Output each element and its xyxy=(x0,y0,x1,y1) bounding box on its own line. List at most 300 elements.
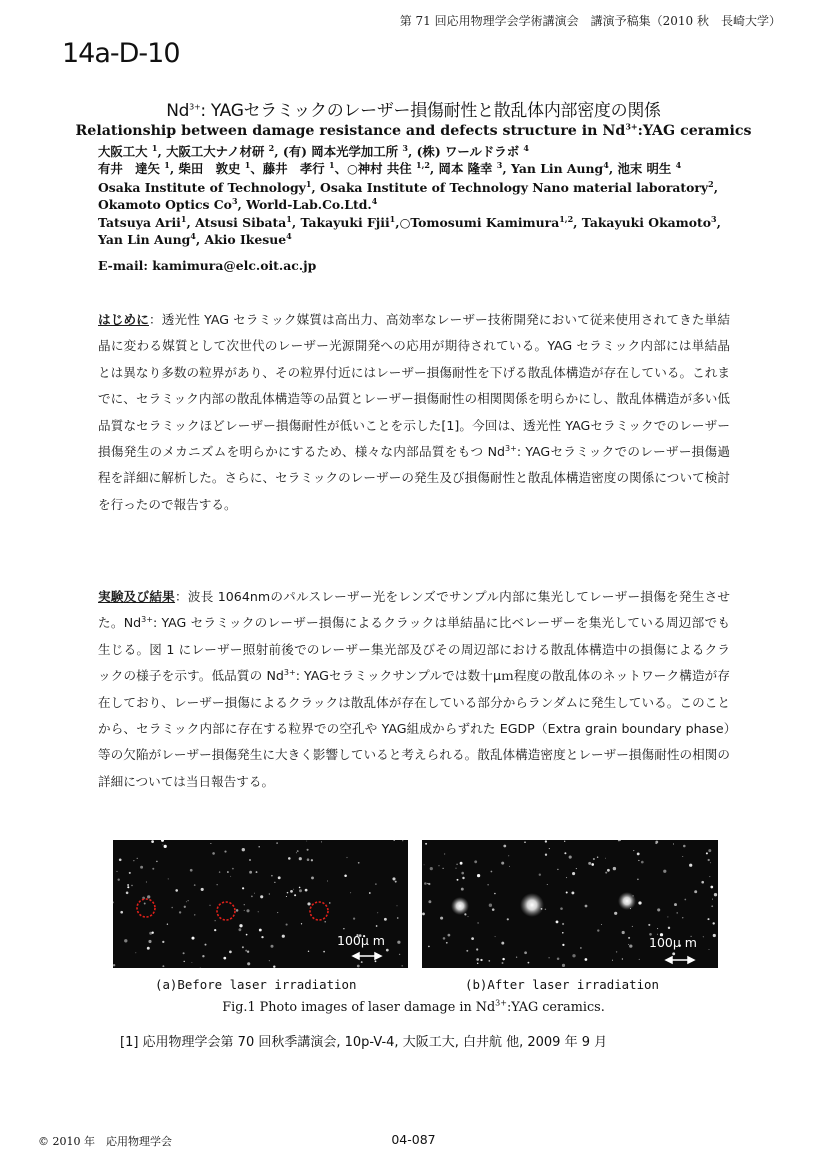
speckle xyxy=(307,858,310,861)
speckle xyxy=(246,909,249,912)
speckle xyxy=(294,894,296,896)
speckle xyxy=(476,948,478,950)
speckle xyxy=(232,868,234,870)
speckle xyxy=(113,964,115,966)
speckle xyxy=(286,924,288,926)
speckle xyxy=(344,874,347,877)
speckle xyxy=(607,869,610,872)
speckle xyxy=(369,892,371,894)
speckle xyxy=(524,842,525,843)
speckle xyxy=(714,893,717,896)
speckle xyxy=(282,935,285,938)
speckle xyxy=(694,890,697,893)
speckle xyxy=(461,888,464,891)
speckle xyxy=(287,892,289,894)
speckle xyxy=(710,886,713,889)
speckle xyxy=(358,862,360,864)
speckle xyxy=(545,840,547,842)
speckle xyxy=(201,888,204,891)
speckle xyxy=(259,929,262,932)
speckle xyxy=(210,843,211,844)
speckle xyxy=(701,881,704,884)
speckle xyxy=(707,918,709,920)
speckle xyxy=(247,962,250,965)
speckle xyxy=(152,868,154,870)
speckle xyxy=(144,903,146,905)
copyright: © 2010 年 応用物理学会 xyxy=(38,1135,172,1148)
speckle xyxy=(422,913,425,916)
speckle xyxy=(572,954,575,957)
speckle xyxy=(709,949,710,950)
affiliations-english: Osaka Institute of Technology$^1$, Osaka Institute of Technology Nano material laboratory$^2$, Okamoto Optics Co$^3$, World-Lab.Co.Ltd.$^4$ xyxy=(98,178,719,212)
speckle xyxy=(269,893,270,894)
speckle xyxy=(501,862,504,865)
speckle xyxy=(618,840,620,841)
speckle xyxy=(162,941,164,943)
speckle xyxy=(425,843,427,845)
speckle xyxy=(223,957,226,960)
speckle xyxy=(672,952,675,955)
scale-bar-label-b: 100μ m xyxy=(649,935,697,950)
speckle xyxy=(487,884,488,885)
speckle xyxy=(242,946,244,948)
speckle xyxy=(562,964,565,967)
speckle xyxy=(162,965,164,967)
speckle xyxy=(673,844,674,845)
speckle xyxy=(271,875,273,877)
speckle xyxy=(655,841,658,844)
speckle xyxy=(682,856,683,857)
speckle xyxy=(597,857,598,858)
speckle xyxy=(212,852,215,855)
speckle xyxy=(273,965,275,967)
speckle xyxy=(215,920,216,921)
speckle xyxy=(156,861,158,863)
speckle xyxy=(641,861,644,864)
speckle xyxy=(120,911,123,914)
speckle xyxy=(168,878,169,879)
speckle xyxy=(456,863,458,865)
speckle xyxy=(684,899,686,901)
affiliations-japanese: 大阪工大 $^1$, 大阪工大ナノ材研 $^2$, (有) 岡本光学加工所 $^3$, (株) ワールドラボ $^4$ xyxy=(98,142,529,159)
speckle xyxy=(539,874,541,876)
speckle xyxy=(239,924,242,927)
speckle xyxy=(301,923,302,924)
speckle xyxy=(638,860,639,861)
speckle xyxy=(200,967,201,968)
speckle xyxy=(612,960,613,961)
speckle xyxy=(277,912,278,913)
speckle xyxy=(167,924,168,925)
speckle xyxy=(269,960,270,961)
speckle xyxy=(648,924,650,926)
speckle xyxy=(501,942,504,945)
speckle xyxy=(299,889,302,892)
speckle xyxy=(184,906,186,908)
speckle xyxy=(507,918,509,920)
speckle xyxy=(254,893,255,894)
speckle xyxy=(548,957,549,958)
speckle xyxy=(375,883,376,884)
speckle xyxy=(236,909,239,912)
speckle xyxy=(321,841,322,842)
speckle xyxy=(569,856,572,859)
speckle xyxy=(129,872,131,874)
speckle xyxy=(299,857,302,860)
speckle xyxy=(588,862,591,865)
caption-before: (a)Before laser irradiation xyxy=(155,977,357,992)
speckle xyxy=(183,952,185,954)
speckle xyxy=(637,852,640,855)
speckle xyxy=(710,862,711,863)
speckle xyxy=(713,934,716,937)
speckle xyxy=(440,917,443,920)
speckle xyxy=(613,867,616,870)
speckle xyxy=(477,963,478,964)
speckle xyxy=(260,895,263,898)
speckle xyxy=(461,872,464,875)
speckle xyxy=(343,928,344,929)
authors-japanese: 有井 達矢 $^1$, 柴田 敦史 $^1$、藤井 孝行 $^1$、○神村 共住 $^{1,2}$, 岡本 隆幸 $^3$, Yan Lin Aung$^4$, 池末 明生 $^4$ xyxy=(98,159,682,176)
speckle xyxy=(674,903,677,906)
crack-spot-1 xyxy=(451,897,469,915)
speckle xyxy=(296,852,297,853)
speckle xyxy=(249,871,252,874)
speckle xyxy=(175,889,178,892)
speckle xyxy=(547,884,548,885)
speckle xyxy=(146,881,147,882)
speckle xyxy=(492,908,495,911)
speckle xyxy=(230,876,231,877)
speckle xyxy=(327,881,328,882)
speckle xyxy=(462,877,464,879)
speckle xyxy=(494,893,496,895)
speckle xyxy=(571,891,574,894)
speckle xyxy=(566,877,567,878)
speckle xyxy=(113,901,114,903)
speckle xyxy=(467,916,468,917)
speckle xyxy=(580,947,581,948)
speckle xyxy=(311,859,313,861)
scale-bar-label: 100μ m xyxy=(337,933,385,948)
speckle xyxy=(474,860,477,863)
speckle xyxy=(633,850,634,851)
speckle xyxy=(305,889,308,892)
speckle xyxy=(271,945,274,948)
speckle xyxy=(488,960,490,962)
speckle xyxy=(256,871,258,873)
speckle xyxy=(290,890,293,893)
speckle xyxy=(708,849,711,852)
speckle xyxy=(124,939,127,942)
speckle xyxy=(676,912,678,914)
speckle xyxy=(164,845,167,848)
speckle xyxy=(118,879,120,881)
speckle xyxy=(443,868,444,869)
speckle xyxy=(224,851,226,853)
speckle xyxy=(706,852,708,854)
speckle xyxy=(299,887,301,889)
speckle xyxy=(667,916,668,917)
speckle xyxy=(353,918,355,920)
speckle xyxy=(308,951,309,952)
speckle xyxy=(397,917,399,919)
speckle xyxy=(572,872,575,875)
speckle xyxy=(244,904,245,905)
speckle xyxy=(293,889,294,890)
speckle xyxy=(276,842,278,844)
speckle xyxy=(585,905,588,908)
speckle xyxy=(480,959,482,961)
speckle xyxy=(562,944,564,946)
intro-paragraph: はじめに：透光性 YAG セラミック媒質は高出力、高効率なレーザー技術開発において従来使用されてきた単結晶に変わる媒質として次世代のレーザー光源開発への応用が期待されている。YAG セラミック内部には単結晶とは異なり多数の粒界があり、その粒界付近にはレーザー損傷耐性を下げる散乱体構造が存在している。これまでに、セラミック内部の散乱体構造等の品質とレーザー損傷耐性の相関関係を明らかにし、散乱体構造が多い低品質なセラミックほどレーザー損傷耐性が低いことを示した[1]。今回は、透光性 YAGセラミックでのレーザー損傷発生のメカニズムを明らかにするため、様々な内部品質をもつ $Nd^{3+}$: YAGセラミックでのレーザー損傷過程を詳細に解析した。さらに、セラミックのレーザーの発生及び損傷耐性と散乱体構造密度の関係について検討を行ったので報告する。 xyxy=(98,312,730,512)
speckle xyxy=(597,929,599,931)
speckle xyxy=(126,892,129,895)
speckle xyxy=(202,955,204,957)
speckle xyxy=(605,858,606,859)
speckle xyxy=(585,958,588,961)
speckle xyxy=(460,862,463,865)
speckle xyxy=(357,965,360,968)
speckle xyxy=(424,882,427,885)
speckle xyxy=(258,846,260,848)
speckle xyxy=(401,965,402,966)
speckle xyxy=(622,958,623,959)
crack-spot-3 xyxy=(618,892,636,910)
reference-1: [1] 応用物理学会第 70 回秋季講演会, 10p-V-4, 大阪工大, 白井航 他, 2009 年 9 月 xyxy=(120,1035,608,1050)
speckle xyxy=(622,931,625,934)
speckle xyxy=(657,928,658,929)
scale-bar-b xyxy=(666,957,694,963)
speckle xyxy=(495,936,496,937)
speckle xyxy=(446,942,448,944)
speckle xyxy=(557,869,558,870)
speckle xyxy=(428,900,431,903)
speckle xyxy=(545,909,546,910)
speckle xyxy=(251,896,253,898)
speckle xyxy=(242,887,244,889)
speckle xyxy=(528,962,530,964)
speckle xyxy=(712,899,713,900)
speckle xyxy=(384,918,387,921)
speckle xyxy=(601,924,602,925)
speckle xyxy=(227,871,229,873)
figure-caption: Fig.1 Photo images of laser damage in $Nd^{3+}:YAG$ ceramics. xyxy=(222,998,605,1015)
speckle xyxy=(508,855,509,856)
experiment-paragraph: 実験及び結果：波長 1064nmのパルスレーザー光をレンズでサンプル内部に集光してレーザー損傷を発生させた。$Nd^{3+}$: YAG セラミックのレーザー損傷によるクラックは単結晶に比ベレーザーを集光している周辺部でも生じる。図 1 にレーザー照射前後でのレーザー集光部及びその周辺部における散乱体構造中の損傷によるクラックの様子を示す。低品質の $Nd^{3+}$: YAGセラミックサンプルでは数十μｍ程度の散乱体のネットワーク構造が存在しており、レーザー損傷によるクラックは散乱体が存在している部分からランダムに発生している。このことから、セラミック内部に存在する粒界での空孔や YAG組成からずれた EGDP（Extra grain boundary phase）等の欠陥がレーザー損傷発生に大きく影響していると考えられる。散乱体構造密度とレーザー損傷耐性の相関の詳細については当日報告する。 xyxy=(98,589,731,789)
speckle xyxy=(639,959,640,960)
speckle xyxy=(629,944,632,947)
speckle xyxy=(593,858,595,860)
speckle xyxy=(278,876,281,879)
speckle xyxy=(476,958,479,961)
speckle xyxy=(311,876,314,879)
speckle xyxy=(428,883,430,885)
speckle xyxy=(246,934,248,936)
speckle xyxy=(457,879,459,881)
speckle xyxy=(556,920,559,923)
conference-header: 第 71 回応用物理学会学術講演会 講演予稿集（2010 秋 長崎大学） xyxy=(399,14,781,28)
speckle xyxy=(247,951,249,953)
speckle xyxy=(162,844,163,845)
speckle xyxy=(632,926,633,927)
speckle xyxy=(444,853,445,854)
speckle xyxy=(171,907,173,909)
page-number: 04-087 xyxy=(391,1132,436,1147)
speckle xyxy=(346,857,347,858)
speckle xyxy=(194,884,196,886)
speckle xyxy=(503,845,506,848)
speckle xyxy=(428,946,430,948)
speckle xyxy=(392,877,395,880)
speckle xyxy=(244,910,245,911)
damage-marker-3 xyxy=(310,902,328,920)
speckle xyxy=(502,962,504,964)
speckle xyxy=(430,867,433,870)
speckle xyxy=(397,941,400,944)
speckle xyxy=(399,954,400,955)
speckle xyxy=(361,961,363,963)
crack-spot-2 xyxy=(520,893,544,917)
speckle xyxy=(524,951,527,954)
speckle xyxy=(375,960,377,962)
speckle xyxy=(614,912,617,915)
speckle xyxy=(477,874,480,877)
speckle xyxy=(489,904,492,907)
speckle xyxy=(562,923,564,925)
speckle xyxy=(307,902,310,905)
speckle xyxy=(663,870,666,873)
speckle xyxy=(427,883,428,884)
speckle xyxy=(560,907,563,910)
speckle xyxy=(329,902,330,903)
speckle xyxy=(324,921,326,923)
speckle xyxy=(557,958,560,961)
speckle xyxy=(297,850,299,852)
speckle xyxy=(393,840,395,841)
speckle xyxy=(249,859,251,861)
speckle xyxy=(183,961,184,962)
intro-heading: はじめに xyxy=(98,312,149,327)
speckle xyxy=(397,905,398,906)
speckle xyxy=(147,895,150,898)
speckle xyxy=(562,932,564,934)
speckle xyxy=(191,937,194,940)
speckle xyxy=(711,905,713,907)
speckle xyxy=(116,871,117,872)
speckle xyxy=(119,858,122,861)
speckle xyxy=(194,914,195,915)
speckle xyxy=(628,937,630,939)
speckle xyxy=(402,840,403,841)
speckle xyxy=(258,911,259,912)
speckle xyxy=(545,854,547,856)
speckle xyxy=(217,884,218,885)
speckle xyxy=(127,884,129,886)
speckle xyxy=(350,892,351,893)
speckle xyxy=(205,944,207,946)
speckle xyxy=(703,936,704,937)
speckle xyxy=(147,947,150,950)
damage-marker-2 xyxy=(217,902,235,920)
speckle xyxy=(323,951,325,953)
speckle xyxy=(477,922,478,923)
speckle xyxy=(591,863,594,866)
speckle xyxy=(668,927,670,929)
speckle xyxy=(628,944,629,945)
speckle xyxy=(274,882,275,883)
speckle xyxy=(576,868,577,869)
contact-email: E-mail: kamimura@elc.oit.ac.jp xyxy=(98,258,317,273)
speckle xyxy=(179,911,181,913)
speckle xyxy=(549,848,550,849)
speckle xyxy=(708,859,710,861)
speckle xyxy=(516,957,517,958)
paper-id: 14a-D-10 xyxy=(62,38,180,69)
speckle xyxy=(140,866,143,869)
speckle xyxy=(509,866,510,867)
speckle xyxy=(637,878,639,880)
speckle xyxy=(214,929,216,931)
scale-bar xyxy=(353,953,381,959)
speckle xyxy=(151,840,154,843)
speckle xyxy=(605,872,607,874)
speckle xyxy=(471,937,474,940)
speckle xyxy=(455,868,456,869)
speckle xyxy=(133,860,134,861)
speckle xyxy=(152,932,154,934)
experiment-heading: 実験及び結果 xyxy=(98,589,176,604)
speckle xyxy=(689,864,692,867)
speckle xyxy=(376,925,378,927)
speckle xyxy=(219,871,220,872)
speckle xyxy=(148,940,151,943)
speckle xyxy=(466,950,468,952)
speckle xyxy=(438,865,439,866)
title-japanese: $Nd^{3+}$: YAGセラミックのレーザー損傷耐性と散乱体内部密度の関係 xyxy=(166,101,661,121)
speckle xyxy=(424,864,425,865)
speckle xyxy=(386,949,389,952)
speckle xyxy=(137,858,138,859)
speckle xyxy=(502,958,504,960)
speckle xyxy=(713,922,715,924)
speckle xyxy=(395,881,397,883)
speckle xyxy=(491,871,493,873)
title-english: Relationship between damage resistance and defects structure in $Nd^{3+}:YAG$ ceramics xyxy=(75,121,752,139)
speckle xyxy=(286,896,287,897)
caption-after: (b)After laser irradiation xyxy=(465,977,659,992)
photo-before-irradiation xyxy=(113,840,408,968)
speckle xyxy=(638,901,641,904)
speckle xyxy=(161,840,164,842)
speckle xyxy=(186,901,187,902)
speckle xyxy=(188,900,189,901)
speckle xyxy=(135,952,136,953)
speckle xyxy=(443,937,446,940)
speckle xyxy=(210,905,211,906)
speckle xyxy=(229,951,232,954)
photo-after-irradiation xyxy=(422,840,718,968)
speckle xyxy=(127,886,129,888)
speckle xyxy=(131,885,132,886)
speckle xyxy=(191,962,192,963)
speckle xyxy=(564,852,566,854)
speckle xyxy=(682,917,683,918)
speckle xyxy=(657,908,660,911)
speckle xyxy=(245,950,247,952)
speckle xyxy=(564,841,565,842)
speckle xyxy=(683,845,686,848)
